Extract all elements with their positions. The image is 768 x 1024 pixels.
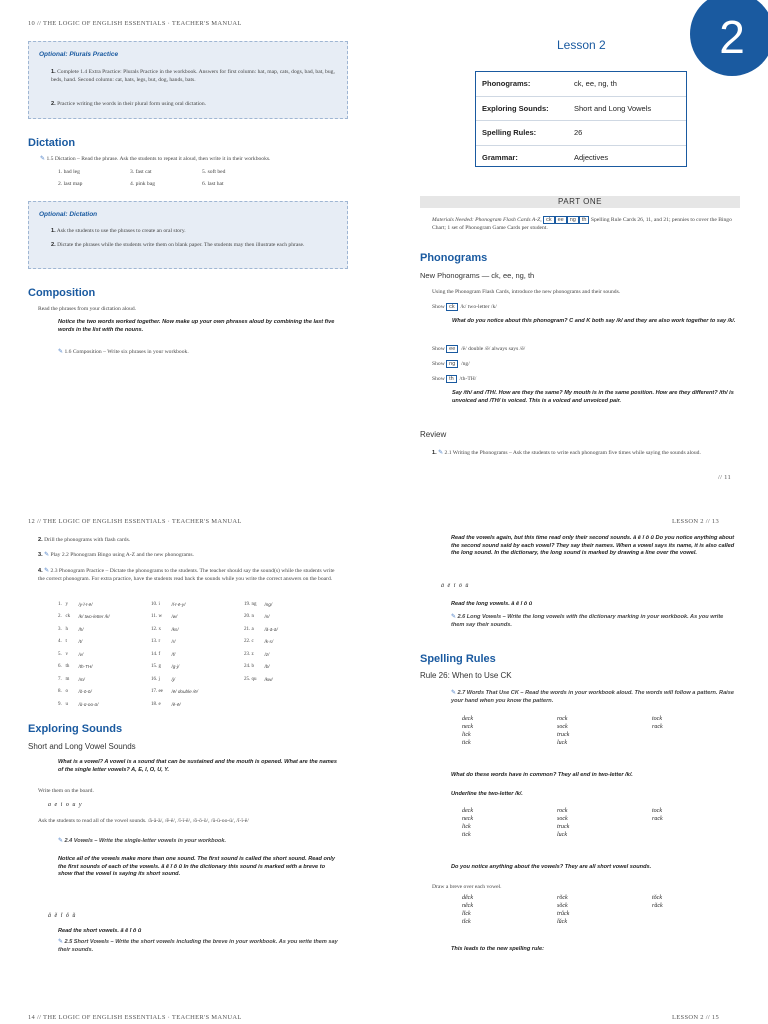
show-th: Show th /th-TH/ — [432, 376, 477, 382]
pencil-icon: ✎ — [58, 939, 64, 945]
list-item: tĭck — [462, 919, 471, 925]
show-ng: Show ng /ng/ — [432, 361, 470, 367]
list-item: 24. b /b/ — [244, 664, 270, 670]
part-one-banner: PART ONE — [420, 196, 740, 208]
materials-needed: Materials Needed: Phonogram Flash Cards A-Z, ck ee ng th Spelling Rule Cards 26, 11, and 21; pennies to cover the Bingo Chart; 1 set of Phonogram Game Cards per student. — [432, 217, 732, 231]
summary-row-spelling: Spelling Rules: 26 — [476, 121, 686, 146]
read-short-vowels: Read the short vowels. ă ĕ ĭ ŏ ŭ — [58, 928, 142, 934]
short-long-subheading: Short and Long Vowel Sounds — [28, 742, 136, 751]
plurals-item-1: 1. Complete 1.4 Extra Practice: Plurals Practice in the workbook. Answers for first column: hat, map, cats, dogs, bad, bat, bug, beds, hand. Second column: cat, hats, legs, but, dog, hands, bats. — [51, 69, 335, 83]
review-subheading: Review — [420, 430, 447, 439]
spelling-rules-heading: Spelling Rules — [420, 653, 496, 665]
macron-line: ā ē ī ō ū — [441, 583, 470, 589]
summary-row-phonograms: Phonograms: ck, ee, ng, th — [476, 72, 686, 96]
list-item: rock — [557, 716, 568, 722]
new-phonograms-subheading: New Phonograms — ck, ee, ng, th — [420, 271, 535, 280]
lesson-number-badge: 2 — [690, 0, 768, 76]
composition-intro: Read the phrases from your dictation aloud. — [38, 306, 137, 312]
dictation-phrases: 1. bad leg 3. fast cat 5. soft bed 2. last map 4. pink bag 6. last hat — [58, 169, 226, 187]
list-item: 5. v /v/ — [58, 651, 84, 657]
composition-task: ✎ 1.6 Composition – Write six phrases in your workbook. — [58, 349, 189, 355]
ck-question: What do you notice about this phonogram? C and K both say /k/ and they are also work together to say /k/. — [452, 318, 736, 324]
list-item: tick — [462, 832, 471, 838]
breve-line: ă ĕ ĭ ŏ ŭ — [48, 913, 77, 919]
list-item: rack — [652, 816, 663, 822]
list-item: sock — [557, 816, 568, 822]
page-12-header: 12 // THE LOGIC OF ENGLISH ESSENTIALS · TEACHER'S MANUAL — [28, 518, 242, 525]
list-item: deck — [462, 808, 473, 814]
phonograms-heading: Phonograms — [420, 252, 488, 264]
review-item: 1. ✎ 2.1 Writing the Phonograms – Ask the students to write each phonogram five times while saying the sounds aloud. — [432, 450, 701, 456]
list-item: rack — [652, 724, 663, 730]
phonogram-practice-list — [58, 598, 338, 711]
list-item: tŏck — [652, 895, 662, 901]
ask-read-vowels: Ask the students to read all of the vowel sounds. /ă-ā-ä/, /ĕ-ē/, /ĭ-ī-ē/, /ŏ-ō-ö/, /ŭ-ū-oo-ü/, /ĭ-ī-ē/ — [38, 818, 249, 824]
list-item: tick — [462, 740, 471, 746]
list-item: tock — [652, 808, 662, 814]
page-14-header: 14 // THE LOGIC OF ENGLISH ESSENTIALS · TEACHER'S MANUAL — [28, 1014, 242, 1021]
lesson-title: Lesson 2 — [557, 38, 606, 52]
opt-dictation-item-2: 2. Dictate the phrases while the students write them on blank paper. The students may then illustrate each phrase. — [51, 242, 305, 248]
using-flash-cards: Using the Phonogram Flash Cards, introduce the new phonograms and their sounds. — [432, 289, 621, 295]
list-item: 2. ck /k/ two-letter /k/ — [58, 614, 110, 620]
summary-row-grammar: Grammar: Adjectives — [482, 152, 609, 162]
pencil-icon: ✎ — [40, 156, 46, 162]
optional-dictation-title: Optional: Dictation — [39, 211, 98, 218]
page-13-header: LESSON 2 // 13 — [672, 518, 719, 525]
list-item: truck — [557, 824, 570, 830]
show-ee: Show ee /ē/ double /ē/ always says /ē/ — [432, 346, 526, 352]
p12-item-3: 3. ✎ Play 2.2 Phonogram Bingo using A-Z and the new phonograms. — [38, 552, 194, 558]
list-item: luck — [557, 832, 567, 838]
optional-plurals-box — [28, 41, 348, 119]
list-item: 10. i /ĭ-ī-ē-y/ — [151, 601, 186, 607]
th-question: Say /th/ and /TH/. How are they the same? My mouth is in the same position. How are they different? /th/ is unvoiced and /TH/ is voiced. This is a voiced and unvoiced pair. — [452, 390, 734, 404]
list-item: deck — [462, 716, 473, 722]
short-vowels-task: ✎ 2.5 Short Vowels – Write the short vowels including the breve in your workbook. As you write them say their sounds. — [58, 939, 338, 953]
list-item: 18. e /ĕ-ē/ — [151, 701, 181, 707]
list-item: 9. u /ŭ-ū-oo-ü/ — [58, 701, 99, 707]
list-item: 22. c /k-s/ — [244, 639, 274, 645]
page-15-header: LESSON 2 // 15 — [672, 1014, 719, 1021]
page-10-header: 10 // THE LOGIC OF ENGLISH ESSENTIALS · TEACHER'S MANUAL — [28, 20, 242, 27]
words-grid-2 — [462, 808, 712, 838]
phono-col-2 — [151, 598, 244, 711]
list-item: nĕck — [462, 903, 473, 909]
pencil-icon: ✎ — [451, 614, 457, 620]
vowels-task: ✎ 2.4 Vowels – Write the single-letter vowels in your workbook. — [58, 838, 227, 844]
pencil-icon: ✎ — [44, 552, 50, 558]
list-item: rŏck — [557, 895, 568, 901]
draw-breve-instruction: Draw a breve over each vowel. — [432, 884, 502, 890]
phono-col-3 — [244, 598, 337, 711]
long-vowels-task: ✎ 2.6 Long Vowels – Write the long vowels with the dictionary marking in your workbook. As you write them say their sounds. — [451, 614, 724, 628]
list-item: 6. th /th-TH/ — [58, 664, 93, 670]
phono-col-1 — [58, 598, 151, 711]
list-item: dĕck — [462, 895, 473, 901]
read-second-sounds: Read the vowels again, but this time read only their second sounds. ā ē ī ō ū Do you notice anything about the second sound said by each vowel? They say their names. When a vowel says its name, it is also called the long sound. In the dictionary, the long sound is marked by drawing a line over the vowel. — [451, 535, 735, 556]
list-item: 7. m /m/ — [58, 676, 85, 682]
list-item: lĭck — [462, 911, 471, 917]
pencil-icon: ✎ — [438, 450, 444, 456]
show-ck: Show ck /k/ two-letter /k/ — [432, 304, 497, 310]
read-long-vowels: Read the long vowels. ā ē ī ō ū — [451, 601, 533, 607]
opt-dictation-item-1: 1. Ask the students to use the phrases to create an oral story. — [51, 228, 186, 234]
words-grid-1 — [462, 716, 712, 746]
list-item: 3. h /h/ — [58, 626, 84, 632]
list-item: 15. g /g-j/ — [151, 664, 180, 670]
list-item: 11. w /w/ — [151, 614, 178, 620]
dictation-intro: ✎ 1.5 Dictation – Read the phrase. Ask the students to repeat it aloud, then write it in their workbooks. — [40, 156, 271, 162]
lesson-summary-box — [475, 71, 687, 167]
list-item: truck — [557, 732, 570, 738]
underline-instruction: Underline the two-letter /k/. — [451, 791, 523, 797]
summary-row-exploring: Exploring Sounds: Short and Long Vowels — [476, 96, 686, 121]
list-item: 13. r /r/ — [151, 639, 176, 645]
plurals-item-2: 2. Practice writing the words in their plural form using oral dictation. — [51, 101, 207, 107]
page-11-footer: // 11 — [718, 474, 731, 481]
p12-item-2: 2. Drill the phonograms with flash cards. — [38, 537, 131, 543]
list-item: 12. x /ks/ — [151, 626, 179, 632]
leads-to-rule: This leads to the new spelling rule: — [451, 946, 544, 952]
composition-heading: Composition — [28, 287, 96, 299]
common-question: What do these words have in common? They all end in two-letter /k/. — [451, 772, 633, 778]
pencil-icon: ✎ — [451, 690, 457, 696]
words-grid-3 — [462, 895, 712, 925]
composition-prompt: Notice the two words worked together. Now make up your own phrases aloud by combining the last five words in the list with the nouns. — [58, 319, 335, 333]
list-item: 21. a /ă-ā-ä/ — [244, 626, 278, 632]
list-item: lŭck — [557, 919, 567, 925]
notice-vowels: Notice all of the vowels make more than one sound. The first sound is called the short sound. Read only the first sounds of each of the vowels. ă ĕ ĭ ŏ ŭ In the dictionary this sound is marked with a breve to show that the vowel is saying its short sound. — [58, 856, 335, 877]
pencil-icon: ✎ — [58, 838, 64, 844]
pencil-icon: ✎ — [44, 568, 50, 574]
list-item: 23. z /z/ — [244, 651, 270, 657]
list-item: 8. o /ŏ-ō-ö/ — [58, 689, 92, 695]
dictation-heading: Dictation — [28, 137, 76, 149]
list-item: 25. qu /kw/ — [244, 676, 273, 682]
list-item: 16. j /j/ — [151, 676, 176, 682]
vowel-question: What is a vowel? A vowel is a sound that can be sustained and the mouth is opened. What are the names of the single letter vowels? A, E, I, O, U, Y. — [58, 759, 338, 773]
list-item: tock — [652, 716, 662, 722]
rule-26-subheading: Rule 26: When to Use CK — [420, 671, 512, 680]
exploring-sounds-heading: Exploring Sounds — [28, 723, 123, 735]
list-item: lick — [462, 732, 471, 738]
write-on-board: Write them on the board. — [38, 788, 94, 794]
list-item: sŏck — [557, 903, 568, 909]
list-item: neck — [462, 724, 473, 730]
list-item: neck — [462, 816, 473, 822]
list-item: 4. t /t/ — [58, 639, 83, 645]
optional-dictation-box — [28, 201, 348, 269]
list-item: lick — [462, 824, 471, 830]
list-item: 20. n /n/ — [244, 614, 270, 620]
list-item: trŭck — [557, 911, 570, 917]
list-item: 14. f /f/ — [151, 651, 176, 657]
list-item: 1. y /y-ĭ-ī-ē/ — [58, 601, 93, 607]
p12-item-4: 4. ✎ 2.3 Phonogram Practice – Dictate the phonograms to the students. The teacher should say the sound(s) while the students write the correct phonogram. For extra practice, have the students read back the sounds while you write the correct answers on the board. — [38, 568, 335, 582]
list-item: luck — [557, 740, 567, 746]
list-item: 19. ng /ng/ — [244, 601, 273, 607]
list-item: sock — [557, 724, 568, 730]
words-ck-task: ✎ 2.7 Words That Use CK – Read the words in your workbook aloud. The words will follow a pattern. Raise your hand when you know the pattern. — [451, 690, 734, 704]
list-item: rock — [557, 808, 568, 814]
list-item: răck — [652, 903, 663, 909]
optional-plurals-title: Optional: Plurals Practice — [39, 51, 119, 58]
vowels-line: a e i o u y — [48, 802, 83, 808]
list-item: 17. ee /ē/ double /ē/ — [151, 689, 199, 695]
notice-vowels-question: Do you notice anything about the vowels? They are all short vowel sounds. — [451, 864, 652, 870]
pencil-icon: ✎ — [58, 349, 64, 355]
